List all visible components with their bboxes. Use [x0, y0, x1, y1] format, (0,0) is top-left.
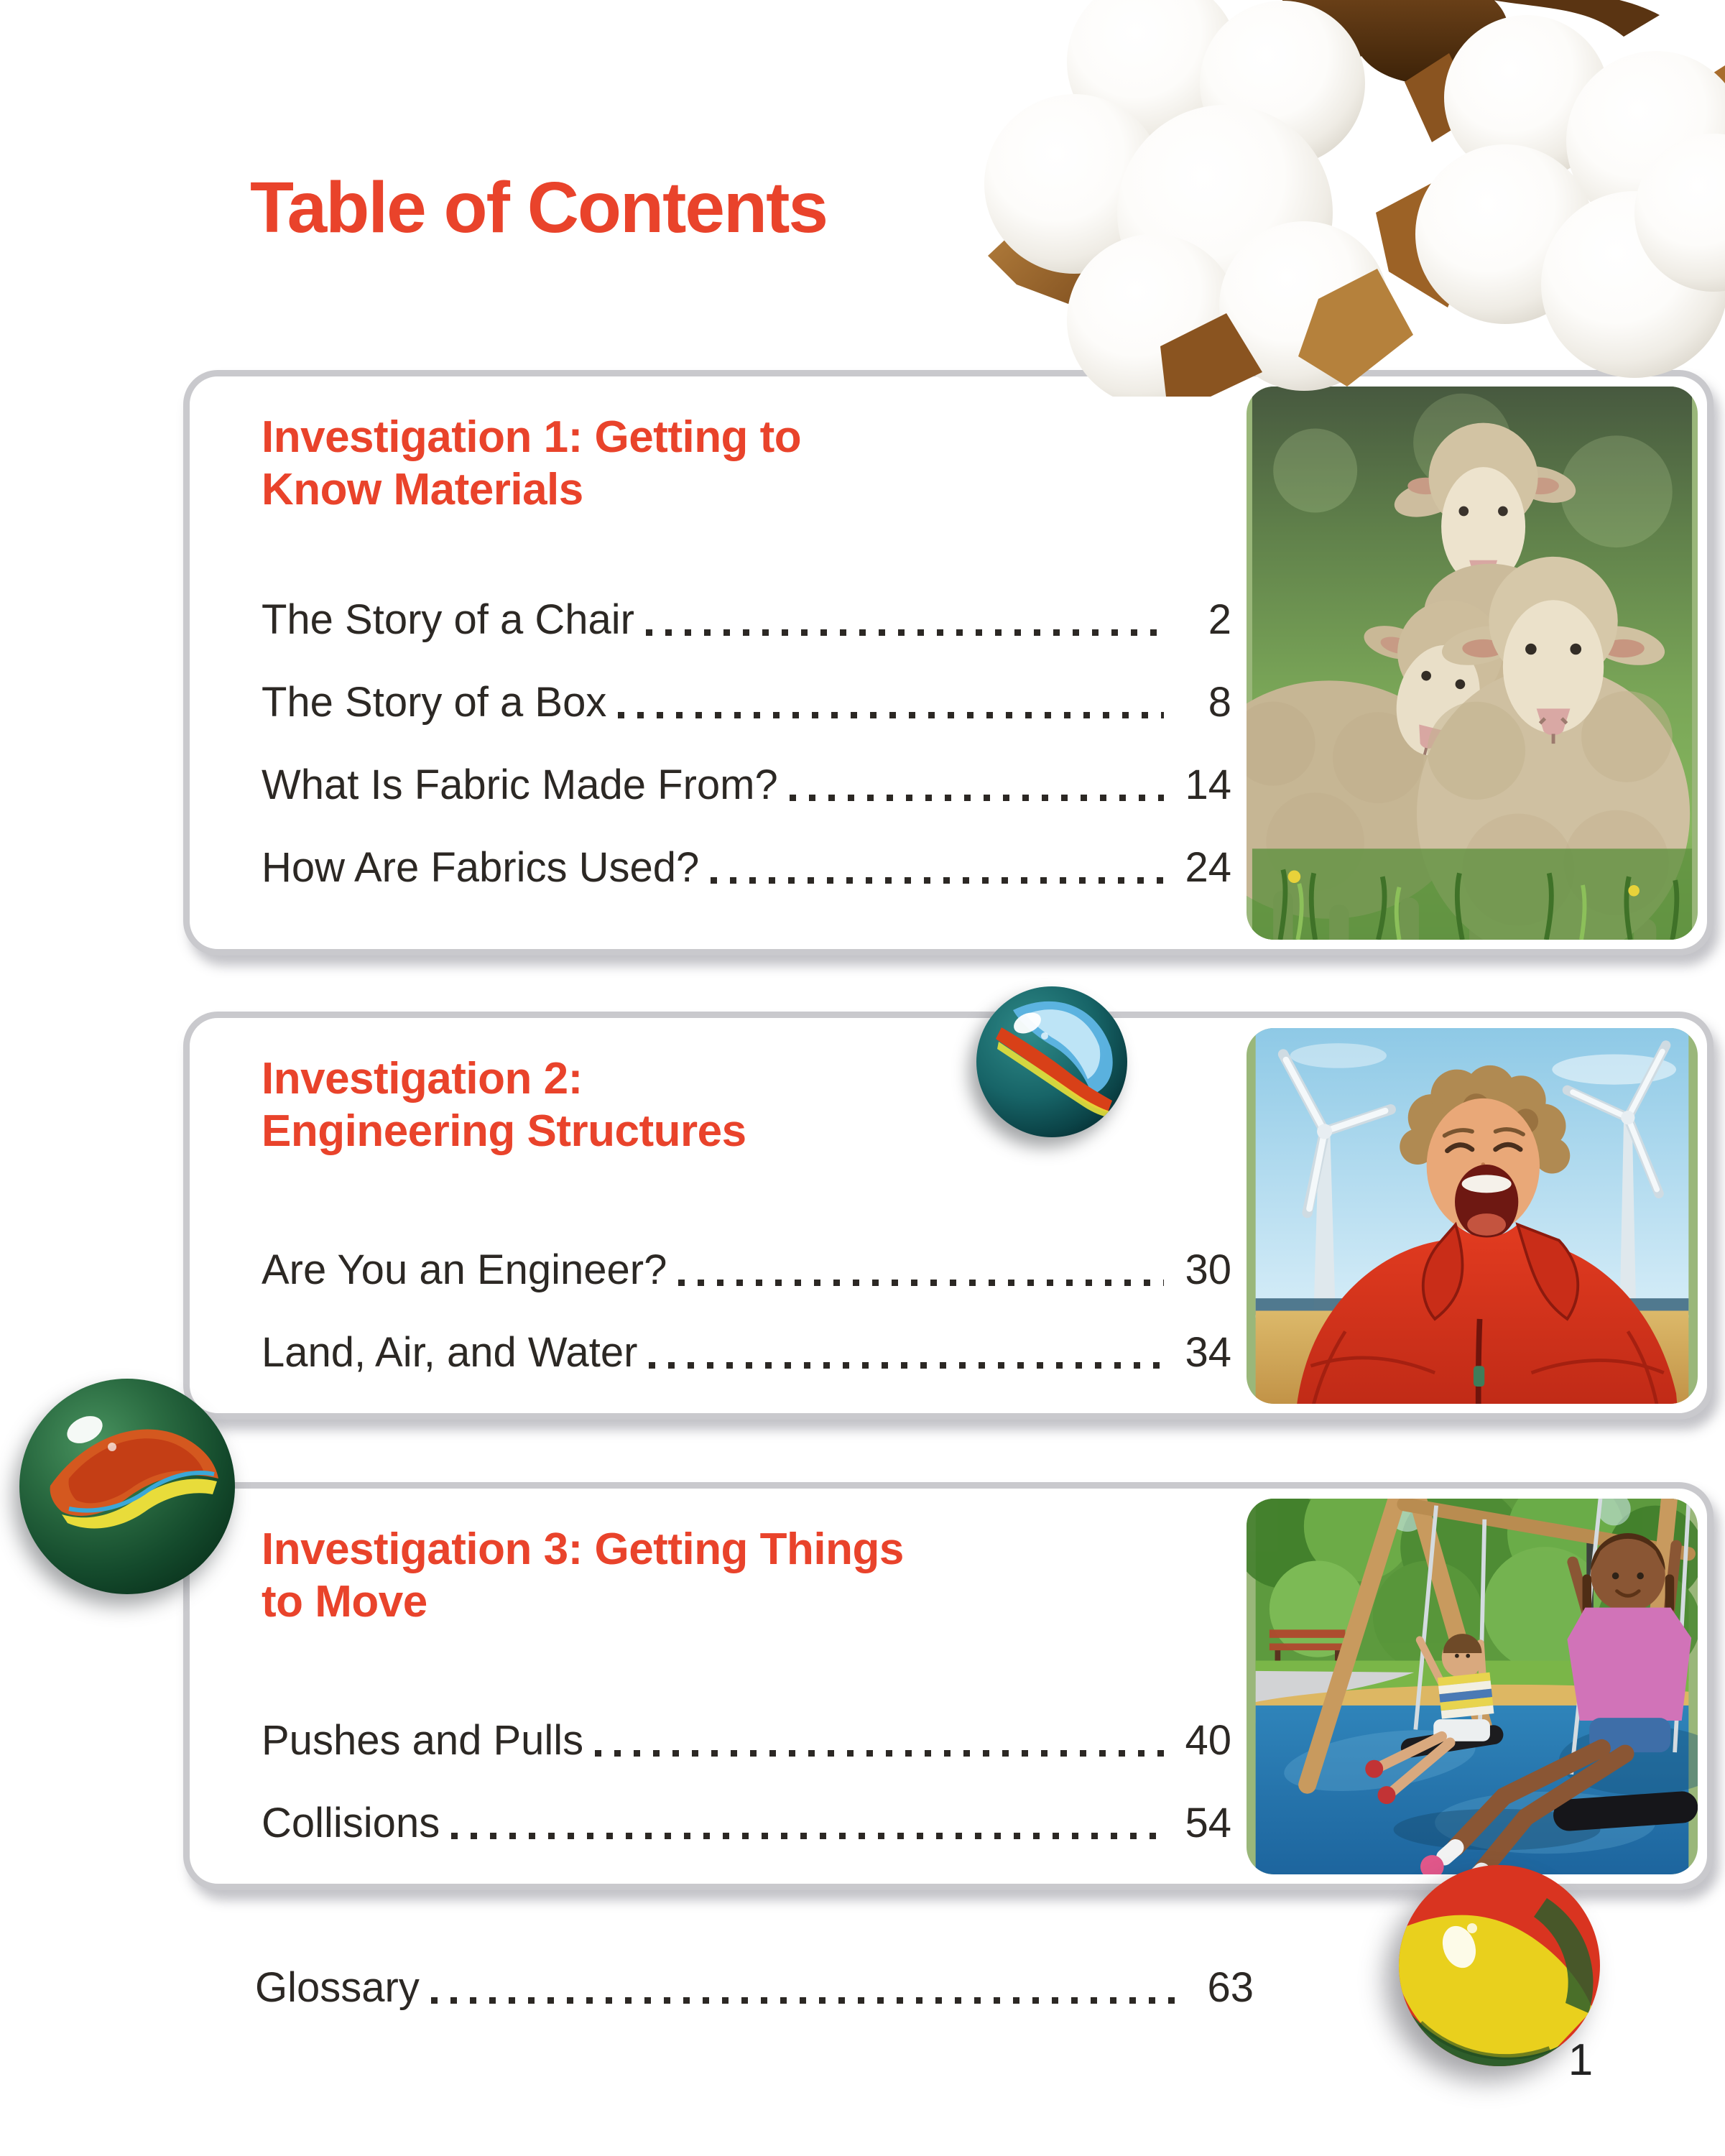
- heading-line-1: Investigation 1: Getting to: [262, 412, 802, 462]
- page-number: 1: [1568, 2035, 1594, 2085]
- dot-leader: [790, 795, 1164, 801]
- glossary-page: 63: [1207, 1964, 1254, 2011]
- toc-entry-label: Collisions: [262, 1800, 440, 1846]
- toc-entry-label: Land, Air, and Water: [262, 1329, 638, 1376]
- toc-entry-label: The Story of a Box: [262, 679, 607, 726]
- toc-entry-label: How Are Fabrics Used?: [262, 844, 700, 891]
- toc-entry: [262, 840, 1231, 892]
- heading-line-1: Investigation 3: Getting Things: [262, 1525, 904, 1574]
- dot-leader: [711, 877, 1164, 884]
- toc-entry: [262, 1242, 1231, 1294]
- dot-leader: [646, 629, 1164, 636]
- investigation-3-entries: [262, 1713, 1231, 1878]
- toc-entry-page: 30: [1185, 1246, 1231, 1293]
- toc-entry-label: The Story of a Chair: [262, 596, 634, 643]
- toc-entry-label: What Is Fabric Made From?: [262, 762, 778, 808]
- toc-entry: [262, 757, 1231, 809]
- dot-leader: [431, 1997, 1186, 2004]
- toc-entry-page: 40: [1185, 1717, 1231, 1764]
- investigation-2-entries: [262, 1242, 1231, 1407]
- investigation-1-box: [183, 370, 1714, 956]
- dot-leader: [649, 1362, 1164, 1369]
- heading-line-2: to Move: [262, 1577, 427, 1627]
- teal-marble-image: [976, 986, 1128, 1138]
- investigation-1-heading: [262, 411, 1267, 516]
- cotton-boll-image: [974, 0, 1725, 397]
- heading-line-2: Know Materials: [262, 465, 583, 515]
- toc-entry: [262, 1325, 1231, 1377]
- glossary-label: Glossary: [255, 1964, 420, 2011]
- investigation-2-box: [183, 1012, 1714, 1420]
- dot-leader: [451, 1833, 1164, 1839]
- toc-entry-label: Are You an Engineer?: [262, 1246, 667, 1293]
- green-marble-image: [19, 1378, 236, 1595]
- toc-entry-page: 24: [1185, 844, 1231, 891]
- toc-entry-page: 34: [1185, 1329, 1231, 1376]
- dot-leader: [678, 1280, 1164, 1286]
- heading-line-1: Investigation 2:: [262, 1054, 583, 1104]
- glossary-row: [255, 1960, 1254, 2012]
- dot-leader: [595, 1750, 1164, 1757]
- investigation-1-entries: [262, 592, 1231, 922]
- toc-entry-label: Pushes and Pulls: [262, 1717, 584, 1764]
- toc-entry: [262, 1795, 1231, 1847]
- toc-entry-page: 14: [1185, 762, 1231, 808]
- toc-entry: [262, 675, 1231, 726]
- toc-entry-page: 54: [1185, 1800, 1231, 1846]
- dot-leader: [618, 712, 1164, 718]
- children-on-swings-photo: [1247, 1499, 1698, 1874]
- toc-entry: [262, 1713, 1231, 1764]
- toc-entry-page: 8: [1208, 679, 1231, 726]
- boy-wind-turbines-photo: [1247, 1028, 1698, 1404]
- investigation-3-heading: [262, 1523, 1267, 1628]
- page-title: Table of Contents: [250, 167, 828, 248]
- toc-entry-page: 2: [1208, 596, 1231, 643]
- sheep-photo: [1247, 387, 1698, 940]
- toc-entry: [262, 592, 1231, 644]
- heading-line-2: Engineering Structures: [262, 1106, 746, 1157]
- investigation-3-box: [183, 1482, 1714, 1890]
- red-yellow-marble-image: [1396, 1862, 1603, 2069]
